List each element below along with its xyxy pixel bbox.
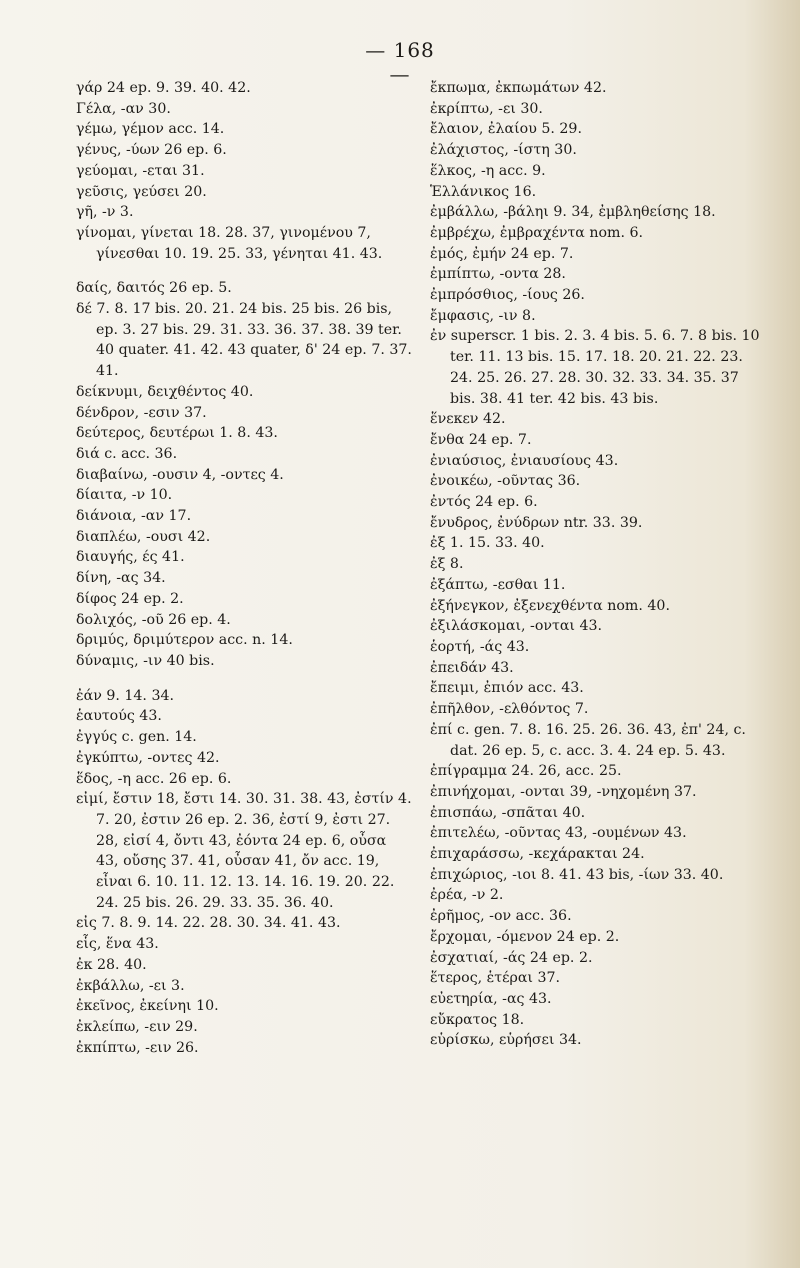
index-entry: διά c. acc. 36. — [76, 445, 178, 462]
index-entry: ἐρῆμος, -ον acc. 36. — [430, 908, 572, 925]
index-entry: ἐπειδάν 43. — [430, 659, 514, 676]
index-entry: ἔνθα 24 ep. 7. — [430, 431, 532, 448]
index-entry: ἔκπωμα, ἐκπωμάτων 42. — [430, 80, 607, 96]
index-entry: εὐετηρία, -ας 43. — [430, 990, 552, 1007]
index-entry: ἐγγύς c. gen. 14. — [76, 729, 197, 746]
index-entry: εἰμί, ἔστιν 18, ἔστι 14. 30. 31. 38. 43, ἐστίν 4. 7. 20, ἐστιν 26 ep. 2. 36, ἐστί 9, ἐστι 27. 28, εἰσί 4, ὄντι 43, ἐόντα 24 ep. 6, οὖσα 43, οὔσης 37. 41, οὖσαν 41, ὄν acc. 19, εἶναι 6. 10. 11. 12. 13. 14. 16. 19. 20. 22. 24. 25 bis. 26. 29. 33. 35. 36. 40. — [76, 791, 412, 911]
index-entry: γεῦσις, γεύσει 20. — [76, 183, 207, 200]
index-entry: ἐκρίπτω, -ει 30. — [430, 100, 543, 117]
index-entry: ἐλάχιστος, -ίστη 30. — [430, 142, 577, 159]
index-entry: ἐσχατιαί, -άς 24 ep. 2. — [430, 949, 593, 966]
index-entry: ἐντός 24 ep. 6. — [430, 494, 538, 511]
index-entry: δείκνυμι, δειχθέντος 40. — [76, 383, 254, 400]
index-entry: Γέλα, -αν 30. — [76, 100, 171, 117]
index-entry: διαβαίνω, -ουσιν 4, -οντες 4. — [76, 466, 284, 483]
index-entry: εὑρίσκω, εὑρήσει 34. — [430, 1032, 582, 1049]
index-entry: ἐμβάλλω, -βάληι 9. 34, ἐμβληθείσης 18. — [430, 204, 716, 221]
index-entry: ἐξήνεγκον, ἐξενεχθέντα nom. 40. — [430, 597, 670, 614]
index-entry: ἐμπρόσθιος, -ίους 26. — [430, 287, 585, 304]
index-entry: ἔλαιον, ἐλαίου 5. 29. — [430, 121, 582, 138]
index-entry: ἐπίγραμμα 24. 26, acc. 25. — [430, 763, 622, 780]
index-entry: ἕλκος, -η acc. 9. — [430, 162, 546, 179]
index-entry: ἔρχομαι, -όμενον 24 ep. 2. — [430, 928, 620, 945]
index-entry: ἐπῆλθον, -ελθόντος 7. — [430, 701, 589, 718]
index-entry: γίνομαι, γίνεται 18. 28. 37, γινομένου 7, γίνεσθαι 10. 19. 25. 33, γένηται 41. 43. — [76, 224, 383, 262]
index-entry: δένδρον, -εσιν 37. — [76, 404, 207, 421]
index-entry: Ἑλλάνικος 16. — [430, 183, 537, 200]
index-entry: ἐπί c. gen. 7. 8. 16. 25. 26. 36. 43, ἐπ' 24, c. dat. 26 ep. 5, c. acc. 3. 4. 24 ep. 5. 43. — [430, 721, 746, 759]
index-entry: δίνη, -ας 34. — [76, 570, 166, 587]
index-entry: ἐπιχώριος, -ιοι 8. 41. 43 bis, -ίων 33. 40. — [430, 866, 724, 883]
index-entry: ἐν superscr. 1 bis. 2. 3. 4 bis. 5. 6. 7. 8 bis. 10 ter. 11. 13 bis. 15. 17. 18. 20. 21. 22. 23. 24. 25. 26. 27. 28. 30. 32. 33. 34. 35. 37 bis. 38. 41 ter. 42 bis. 43 bis. — [430, 328, 760, 407]
index-entry: ἔνυδρος, ἐνύδρων ntr. 33. 39. — [430, 514, 643, 531]
index-entry: ἐρέα, -ν 2. — [430, 887, 504, 904]
index-column-right — [430, 78, 760, 1051]
index-entry: ἔπειμι, ἐπιόν acc. 43. — [430, 680, 584, 697]
index-entry: δεύτερος, δευτέρωι 1. 8. 43. — [76, 425, 278, 442]
index-entry: ἔμφασις, -ιν 8. — [430, 307, 536, 324]
index-entry: γεύομαι, -εται 31. — [76, 162, 205, 179]
index-entry: εἷς, ἕνα 43. — [76, 936, 159, 953]
index-entry: γέμω, γέμον acc. 14. — [76, 121, 225, 138]
index-entry: δίφος 24 ep. 2. — [76, 590, 184, 607]
index-entry: ἕνεκεν 42. — [430, 411, 506, 428]
index-entry: ἐκ 28. 40. — [76, 956, 147, 973]
index-entry: δριμύς, δριμύτερον acc. n. 14. — [76, 632, 293, 649]
index-entry: διαυγής, ές 41. — [76, 549, 185, 566]
index-entry: δύναμις, -ιν 40 bis. — [76, 652, 215, 669]
index-entry: διάνοια, -αν 17. — [76, 508, 192, 525]
index-entry: ἐμβρέχω, ἐμβραχέντα nom. 6. — [430, 224, 644, 241]
index-entry: ἐξιλάσκομαι, -ονται 43. — [430, 618, 603, 635]
index-entry: ἐκβάλλω, -ει 3. — [76, 977, 185, 994]
index-entry: ἐξ 1. 15. 33. 40. — [430, 535, 545, 552]
index-entry: ἑορτή, -άς 43. — [430, 638, 530, 655]
index-column-left — [76, 78, 412, 1058]
index-entry: ἐκλείπω, -ειν 29. — [76, 1018, 198, 1035]
index-entry: ἐκεῖνος, ἐκείνηι 10. — [76, 998, 219, 1015]
index-entry: γῆ, -ν 3. — [76, 204, 134, 221]
index-entry: γένυς, -ύων 26 ep. 6. — [76, 142, 227, 159]
index-entry: ἕτερος, ἑτέραι 37. — [430, 970, 561, 987]
index-entry: ἐπιτελέω, -οῦντας 43, -ουμένων 43. — [430, 825, 687, 842]
index-entry: δολιχός, -οῦ 26 ep. 4. — [76, 611, 231, 628]
index-entry: ἐνιαύσιος, ἐνιαυσίους 43. — [430, 452, 619, 469]
index-entry: ἑαυτούς 43. — [76, 708, 162, 725]
index-entry: ἐμός, ἐμήν 24 ep. 7. — [430, 245, 574, 262]
index-entry: ἐπιχαράσσω, -κεχάρακται 24. — [430, 846, 645, 863]
index-entry: διαπλέω, -ουσι 42. — [76, 528, 211, 545]
index-entry: ἐγκύπτω, -οντες 42. — [76, 749, 220, 766]
index-entry: ἐπινήχομαι, -ονται 39, -νηχομένη 37. — [430, 783, 697, 800]
index-entry: δίαιτα, -ν 10. — [76, 487, 173, 504]
index-entry: ἐνοικέω, -οῦντας 36. — [430, 473, 581, 490]
index-entry: ἐξάπτω, -εσθαι 11. — [430, 576, 566, 593]
index-entry: εἰς 7. 8. 9. 14. 22. 28. 30. 34. 41. 43. — [76, 915, 341, 932]
index-entry: ἕδος, -η acc. 26 ep. 6. — [76, 770, 232, 787]
index-entry: ἐμπίπτω, -οντα 28. — [430, 266, 566, 283]
index-entry: εὔκρατος 18. — [430, 1011, 525, 1028]
index-entry: γάρ 24 ep. 9. 39. 40. 42. — [76, 80, 251, 96]
index-entry: ἐξ 8. — [430, 556, 464, 573]
index-entry: ἐπισπάω, -σπᾶται 40. — [430, 804, 586, 821]
index-entry: ἐάν 9. 14. 34. — [76, 687, 175, 704]
page-number: — 168 — — [365, 38, 435, 86]
index-entry: ἐκπίπτω, -ειν 26. — [76, 1039, 199, 1056]
index-entry: δέ 7. 8. 17 bis. 20. 21. 24 bis. 25 bis. 26 bis, ep. 3. 27 bis. 29. 31. 33. 36. 37. 38. 39 ter. 40 quater. 41. 42. 43 quater, δ' 24 ep. 7. 37. 41. — [76, 301, 412, 380]
index-entry: δαίς, δαιτός 26 ep. 5. — [76, 280, 232, 297]
